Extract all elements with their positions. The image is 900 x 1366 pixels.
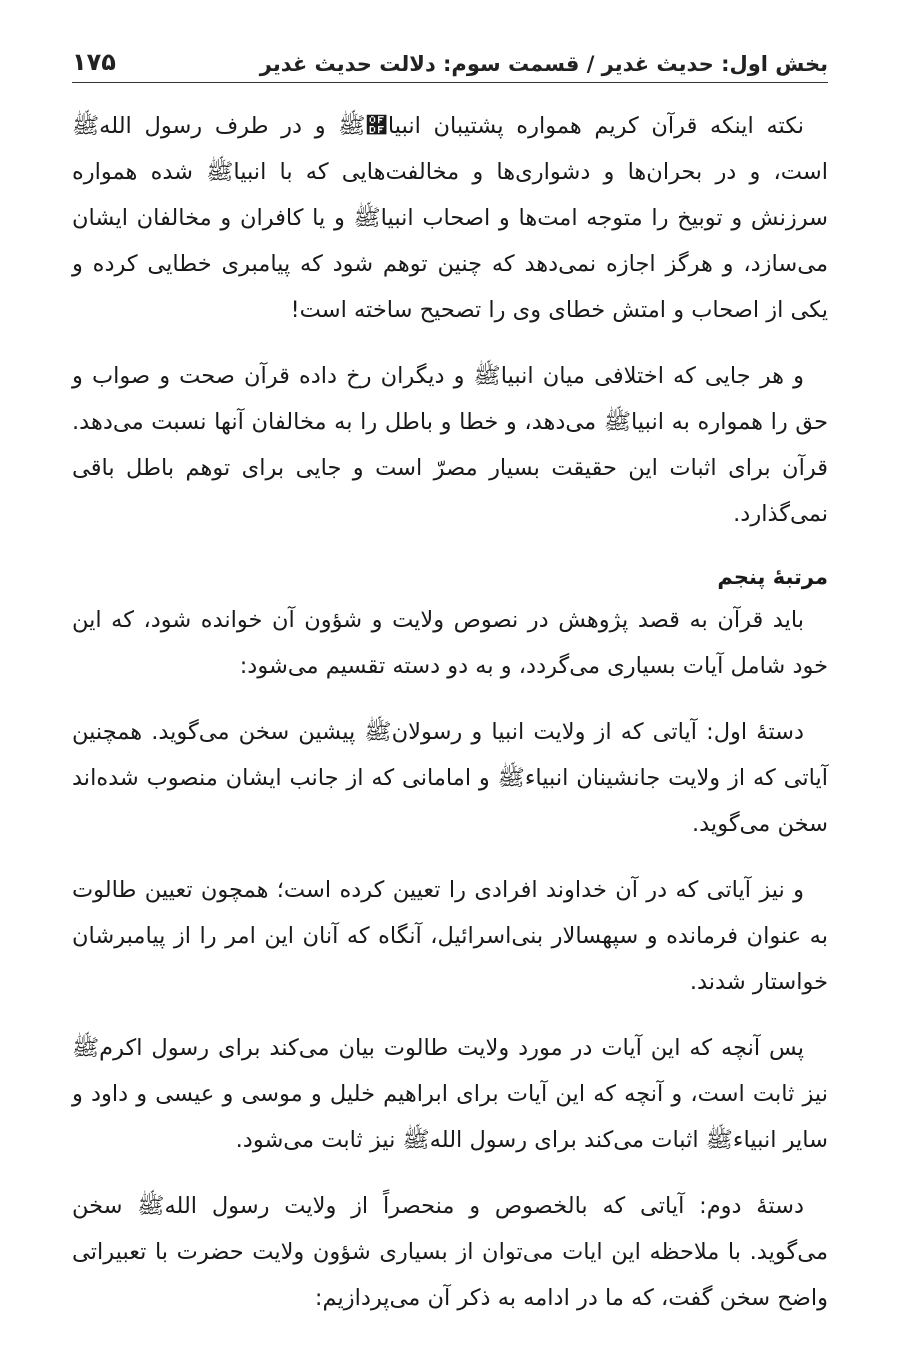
section-paragraph-2: دستۀ اول: آیاتی که از ولایت انبیا و رسولانﷺ پیشین سخن می‌گوید. همچنین آیاتی که از ولایت جانشینان انبیاءﷺ و امامانی که از جانب ایشان منصوب شده‌اند سخن می‌گوید. xyxy=(72,719,828,837)
paragraph-1: نکته اینکه قرآن کریم همواره پشتیبان انبیا࿟ﷺ و در طرف رسول اللهﷺ است، و در بحران‌ها و دشواری‌ها و مخالفت‌هایی که با انبیاﷺ شده همواره سرزنش و توبیخ را متوجه امت‌ها و اصحاب انبیاﷺ و یا کافران و مخالفان ایشان می‌سازد، و هرگز اجازه نمی‌دهد که چنین توهم شود که پیامبری خطایی کرده و یکی از اصحاب و امتش خطای وی را تصحیح ساخته است! xyxy=(72,113,828,323)
section-paragraph-5: دستۀ دوم: آیاتی که بالخصوص و منحصراً از ولایت رسول اللهﷺ سخن می‌گوید. با ملاحظه این ایات می‌توان از بسیاری شؤون ولایت حضرت با تعبیراتی واضح سخن گفت، که ما در ادامه به ذکر آن می‌پردازیم: xyxy=(72,1193,828,1311)
section-paragraph-1: باید قرآن به قصد پژوهش در نصوص ولایت و شؤون آن خوانده شود، که این خود شامل آیات بسیاری می‌گردد، و به دو دسته تقسیم می‌شود: xyxy=(72,607,828,679)
page-body xyxy=(72,103,828,1321)
page-header xyxy=(72,32,828,83)
section-heading: مرتبۀ پنجم xyxy=(717,565,828,589)
section-paragraph-4: پس آنچه که این آیات در مورد ولایت طالوت بیان می‌کند برای رسول اکرمﷺ نیز ثابت است، و آنچه که این آیات برای ابراهیم خلیل و موسی و عیسی و داود و سایر انبیاءﷺ اثبات می‌کند برای رسول اللهﷺ نیز ثابت می‌شود. xyxy=(72,1035,828,1153)
running-head: بخش اول: حدیث غدیر / قسمت سوم: دلالت حدیث غدیر xyxy=(259,52,828,76)
paragraph-2: و هر جایی که اختلافی میان انبیاﷺ و دیگران رخ داده قرآن صحت و صواب و حق را همواره به انبیاﷺ می‌دهد، و خطا و باطل را به مخالفان آنها نسبت می‌دهد. قرآن برای اثبات این حقیقت بسیار مصرّ است و جایی برای توهم باطل باقی نمی‌گذارد. xyxy=(72,363,828,527)
page-number: ۱۷۵ xyxy=(72,48,116,76)
section-paragraph-3: و نیز آیاتی که در آن خداوند افرادی را تعیین کرده است؛ همچون تعیین طالوت به عنوان فرمانده و سپهسالار بنی‌اسرائیل، آنگاه که آنان این امر را از پیامبرشان خواستار شدند. xyxy=(72,877,828,995)
